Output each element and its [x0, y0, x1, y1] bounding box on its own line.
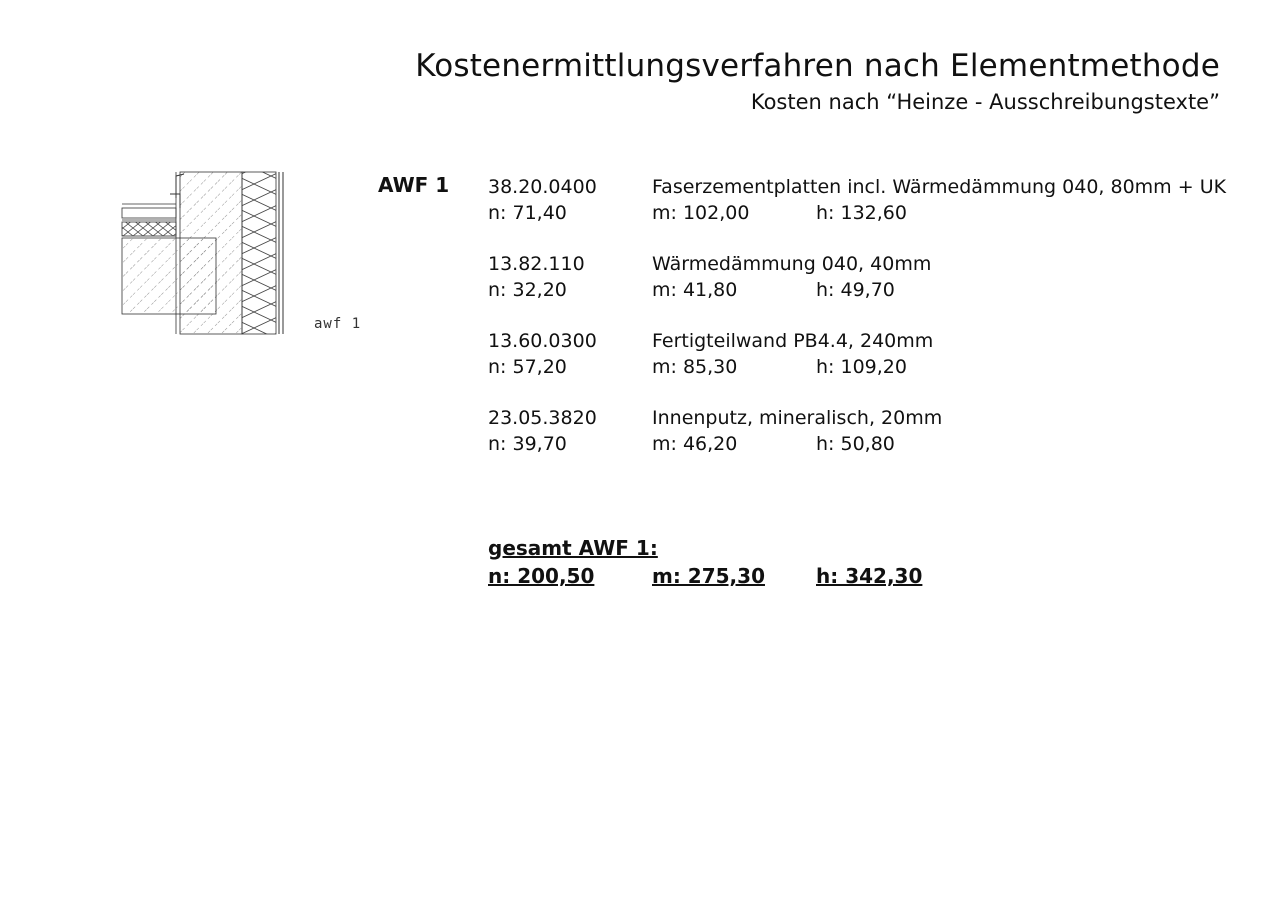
- total-cost-high: h: 342,30: [816, 564, 923, 588]
- cost-position: [488, 405, 1226, 482]
- position-code: 13.60.0300: [488, 330, 597, 352]
- position-description: Fertigteilwand PB4.4, 240mm: [652, 330, 934, 352]
- element-code: AWF 1: [378, 173, 450, 197]
- cost-high: h: 109,20: [816, 356, 907, 378]
- cost-position: [488, 328, 1226, 405]
- cost-position: [488, 251, 1226, 328]
- cost-high: h: 49,70: [816, 279, 895, 301]
- total-cost-low: n: 200,50: [488, 564, 595, 588]
- page-title: Kostenermittlungsverfahren nach Elementmethode: [415, 48, 1220, 84]
- total-label: gesamt AWF 1:: [488, 536, 658, 560]
- cost-medium: m: 102,00: [652, 202, 750, 224]
- floor-screed: [122, 208, 176, 218]
- total-section: [488, 534, 922, 590]
- position-code: 23.05.3820: [488, 407, 597, 429]
- cost-position: [488, 174, 1226, 251]
- cost-low: n: 57,20: [488, 356, 567, 378]
- position-description: Wärmedämmung 040, 40mm: [652, 253, 932, 275]
- floor-slab-section: [122, 238, 216, 314]
- position-code: 38.20.0400: [488, 176, 597, 198]
- cost-medium: m: 46,20: [652, 433, 738, 455]
- cost-low: n: 71,40: [488, 202, 567, 224]
- cost-medium: m: 85,30: [652, 356, 738, 378]
- cost-low: n: 32,20: [488, 279, 567, 301]
- floor-insulation: [122, 222, 176, 236]
- cost-low: n: 39,70: [488, 433, 567, 455]
- page-subtitle: Kosten nach “Heinze - Ausschreibungstexte”: [750, 90, 1220, 114]
- cost-high: h: 132,60: [816, 202, 907, 224]
- position-code: 13.82.110: [488, 253, 585, 275]
- cost-medium: m: 41,80: [652, 279, 738, 301]
- wall-section-drawing: [118, 168, 298, 338]
- drawing-label: awf 1: [314, 316, 362, 332]
- cost-position-list: [488, 174, 1226, 482]
- position-description: Faserzementplatten incl. Wärmedämmung 040, 80mm + UK: [652, 176, 1227, 198]
- total-cost-medium: m: 275,30: [652, 564, 765, 588]
- wall-insulation-layer: [242, 172, 276, 334]
- total-values: [488, 562, 922, 590]
- position-description: Innenputz, mineralisch, 20mm: [652, 407, 943, 429]
- cost-high: h: 50,80: [816, 433, 895, 455]
